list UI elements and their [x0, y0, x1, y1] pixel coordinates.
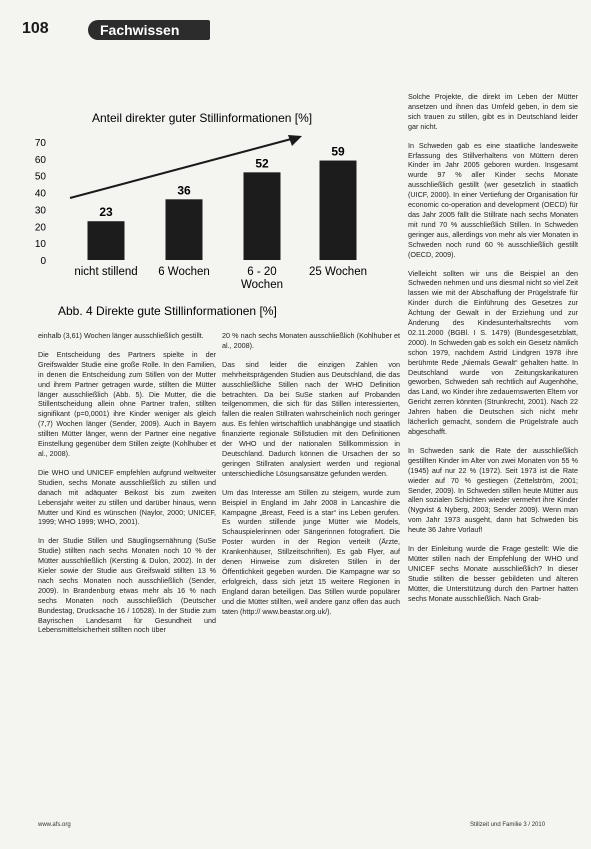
text-column-left [38, 331, 216, 644]
chart-caption: Abb. 4 Direkte gute Stillinformationen [%] [58, 304, 277, 318]
x-tick-label: 6 - 20 [247, 266, 277, 278]
paragraph: Vielleicht sollten wir uns die Beispiel an den Schweden nehmen und uns diesmal nicht so viel Zeit lassen wie mit der Abschaffung der Prügelstrafe für Kinder durch die Einführung des Gesetzes zur Ächtung der Gewalt in der Erziehung und zur Änderung des Kindesunterhaltsrechts vom 02.11.2000 (BGBl. I S. 1479) (Bundesgesetzblatt, 2000). In Schweden gab es solch ein Gesetz nämlich schon 1979, nachdem Astrid Lindgren 1978 ihre berühmte Rede „Niemals Gewalt“ gehalten hatte. In Deutschland wurde von Zeitungskarikaturen geworben, Schweden sah rechtlich auf Augenhöhe, das Land, wo Kinder ihre zedauernswerten Eltern vor Gericht zerren könnten (Strunkrecht, 2001). Nach 22 Jahren haben die Deutschen sich nicht mehr lächerlich gemacht, sondern die Prügelstrafe auch abgeschafft. [408, 268, 578, 436]
data-label: 59 [331, 144, 345, 159]
section-badge: Fachwissen [88, 20, 210, 40]
y-tick-label: 70 [34, 138, 46, 149]
paragraph: Das sind leider die einzigen Zahlen von mehrheitsprägenden Studien aus Deutschland, die das ausschließliche Stillen nach der WHO Definition betrachten. Da bei SuSe starken auf Probanden teilgenommen, die sich für das Stillen interessierten, fallen die realen Stillraten wahrscheinlich noch geringer aus. Es fehlen wirtschaftlich unabhängige und staatlich finanzierte regionale Stillstudien mit den Definitionen der WHO und der nationalen Stillkommission in Deutschland. Dadurch können die Ursachen der so geringen Stillraten analysiert werden und regional unterschiedliche Lösungsansätze gefunden werden. [222, 359, 400, 478]
y-tick-label: 40 [34, 188, 46, 200]
data-label: 36 [177, 183, 191, 198]
paragraph: Solche Projekte, die direkt im Leben der Mütter ansetzen und ihnen das Umfeld geben, in dem sie sich trauen zu stillen, gibt es in Deutschland leider gar nicht. [408, 92, 578, 131]
footer-issue: Stillzeit und Familie 3 / 2010 [470, 822, 546, 828]
text-column-middle [222, 331, 400, 625]
paragraph: 20 % nach sechs Monaten ausschließlich (Kohlhuber et al., 2008). [222, 331, 400, 350]
page-number: 108 [22, 20, 49, 37]
bar [88, 221, 125, 260]
paragraph: Um das Interesse am Stillen zu steigern, wurde zum Beispiel in England im Jahr 2008 in Lancashire die Kampagne „Breast, Feed is a star“ ins Leben gerufen. Es wurden stillende junge Mütter wie Models, Schauspielerinnen oder Sängerinnen fotografiert. Die Poster wurden in der Region verteilt (Ärzte, Krankenhäuser, Stillzeitschriften). Es gab Flyer, auf denen Hinweise zum diskreten Stillen in der Öffentlichkeit gegeben wurden. Die Kampagne war so erfolgreich, dass sich jetzt 15 weitere Regionen in England daran beteiligen. Das Stillen wurde populärer und die Mütter stillten, weil andere ganz offen das auch taten (http:// www.beastar.org.uk/). [222, 487, 400, 616]
y-tick-label: 50 [34, 171, 46, 183]
text-column-right [408, 92, 578, 613]
paragraph: In der Einleitung wurde die Frage gestellt: Wie die Mütter stillen nach der Empfehlung der WHO und UNICEF sechs Monate ausschließlich? In dieser Studie stillten die besser gebildeten und älteren Mütter, die Unterstützung durch den Partner hatten sechs Monate ausschließlich. Nach Grab- [408, 544, 578, 603]
y-tick-label: 20 [34, 222, 46, 234]
y-tick-label: 10 [34, 239, 46, 251]
arrow-head [288, 135, 302, 146]
x-tick-label: 25 Wochen [309, 266, 367, 278]
x-tick-label: Wochen [241, 279, 283, 291]
y-tick-label: 0 [40, 256, 46, 267]
bar [244, 172, 281, 260]
bar-chart [30, 100, 430, 330]
x-tick-label: 6 Wochen [158, 266, 210, 278]
footer-url: www.afs.org [38, 822, 71, 828]
chart-title: Anteil direkter guter Stillinformationen [%] [92, 111, 313, 125]
data-label: 23 [99, 205, 113, 220]
y-tick-label: 30 [34, 205, 46, 217]
paragraph: In Schweden gab es eine staatliche landesweite Erfassung des Stillverhaltens von Müttern deren Kinder im Jahr 2005 geboren wurden. Insgesamt wurde 97 % aller Kinder sechs Monate ausschließlich gestillt (wer gesetzlich in staatlich (UICF, 2000). In einer Vertiefung der Organisation für economic co-operation and development (OECD) für das Jahr 2005 fällt die Stillrate nach sechs Monaten mit rund 70 % ausschließlich Stillen. In Schweden geringer aus, allerdings von mehr als vier Monaten in Schweden noch rund 60 % ausschließlich gestillt (OECD, 2009). [408, 140, 578, 259]
data-label: 52 [255, 156, 269, 171]
paragraph: Die Entscheidung des Partners spielte in der Greifswalder Studie eine große Rolle. In den Familien, in denen die Entscheidung zum Stillen von der Mutter und ihrem Partner getragen wurde, stillten die Mütter länger ausschließlich (Abb. 5). Die Mutter, die die Stillentscheidung allein ohne Partner trafen, stillten signifikant (p=0,0001) ihre Kinder weniger als gleich (7,7) Wochen länger (Sender, 2009). Auch in Bayern stillten Mütter länger, wenn der Partner eine negative Einstellung gegenüber dem Stillen zeigte (Kohlhuber et al., 2008). [38, 349, 216, 458]
bar [320, 161, 357, 260]
paragraph: In Schweden sank die Rate der ausschließlich gestillten Kinder im Alter von zwei Monaten von 55 % (1945) auf nur 22 % (1972). Seit 1973 ist die Rate wieder auf 70 % gestiegen (Zettelström, 2001; Sender, 2009). In Schweden stillen heute Mütter aus allen sozialen Schichten wieder vermehrt ihre Kinder (Nygvist & Nyberg, 2003; Sender 2009). Wenn man vom Jahr 1973 ausgeht, dann hat Schweden bis heute 36 Jahre Vorlauf! [408, 445, 578, 535]
paragraph: In der Studie Stillen und Säuglingsernährung (SuSe Studie) stillten nach sechs Monaten noch 10 % der Mütter ausschließlich (Kersting & Dulon, 2002). In der Kieler sowie der Studie aus Greifswald stillten 13 % nach sechs Monaten noch ausschließlich (Sender, 2009). In Brandenburg etwas mehr als 16 % nach sechs Monaten noch ausschließlich (Deutscher Bundestag, Drucksache 16 / 10528). In der Studie zum Bayrischen Landesamt für Gesundheit und Lebensmittelsicherheit stillten noch über [38, 536, 216, 635]
paragraph: einhalb (3,61) Wochen länger ausschließlich gestillt. [38, 331, 204, 340]
y-tick-label: 60 [34, 154, 46, 166]
bar [166, 199, 203, 260]
x-tick-label: nicht stillend [74, 266, 138, 278]
paragraph: Die WHO und UNICEF empfehlen aufgrund weltweiter Studien, sechs Monate ausschließlich zu stillen und danach mit adäquater Beikost bis zum zweiten Lebensjahr weiter zu stillen und darüber hinaus, wenn Mutter und Kind es wünschen (Naylor, 2000; UNICEF, 1999; WHO 1999; WHO, 2001). [38, 467, 216, 527]
